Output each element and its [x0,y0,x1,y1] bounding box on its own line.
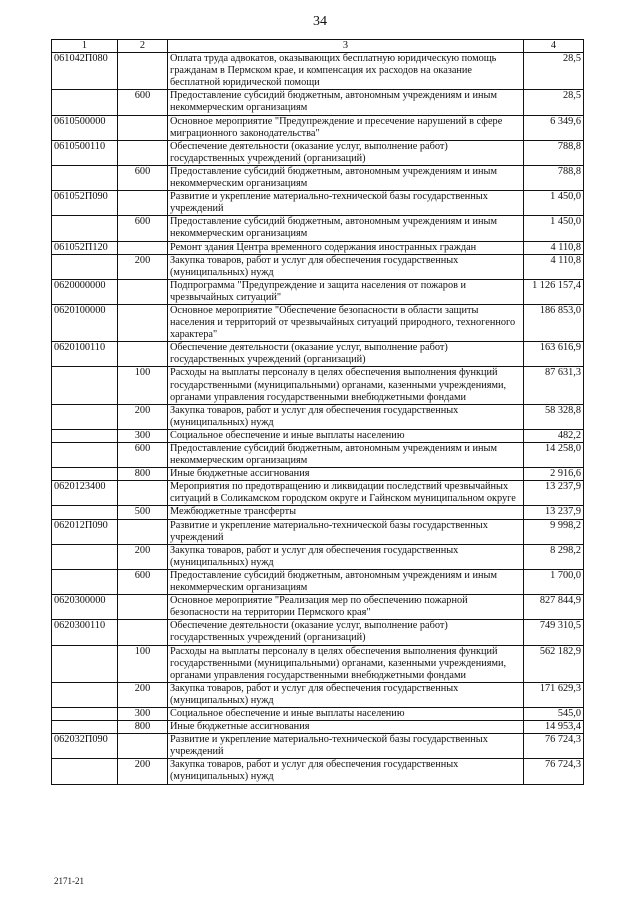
table-row [52,759,584,784]
description-cell: Иные бюджетные ассигнования [168,468,524,481]
expense-type-cell: 500 [118,506,168,519]
code-cell [52,216,118,241]
expense-type-cell: 100 [118,367,168,404]
table-row [52,468,584,481]
amount-cell: 1 700,0 [524,569,584,594]
table-row [52,115,584,140]
expense-type-cell: 200 [118,544,168,569]
description-cell: Расходы на выплаты персоналу в целях обеспечения выполнения функций государственными (муниципальными) органами, казенными учреждениями, органами управления государственными внебюджетными фондами [168,367,524,404]
table-row [52,404,584,429]
expense-type-cell [118,342,168,367]
code-cell [52,468,118,481]
header-col-description: 3 [168,40,524,53]
table-row [52,734,584,759]
table-row [52,367,584,404]
description-cell: Закупка товаров, работ и услуг для обеспечения государственных (муниципальных) нужд [168,254,524,279]
expense-type-cell: 200 [118,682,168,707]
description-cell: Предоставление субсидий бюджетным, автономным учреждениям и иным некоммерческим организациям [168,90,524,115]
expense-type-cell: 300 [118,429,168,442]
expense-type-cell [118,115,168,140]
expense-type-cell: 600 [118,165,168,190]
table-row [52,569,584,594]
expense-type-cell: 200 [118,404,168,429]
expense-type-cell [118,595,168,620]
description-cell: Оплата труда адвокатов, оказывающих бесплатную юридическую помощь гражданам в Пермском крае, и компенсация их расходов на оказание бесплатной юридической помощи [168,53,524,90]
amount-cell: 28,5 [524,53,584,90]
amount-cell: 9 998,2 [524,519,584,544]
description-cell: Предоставление субсидий бюджетным, автономным учреждениям и иным некоммерческим организациям [168,569,524,594]
expense-type-cell: 100 [118,645,168,682]
expense-type-cell: 200 [118,759,168,784]
code-cell [52,165,118,190]
code-cell: 0620100000 [52,304,118,341]
code-cell [52,682,118,707]
expense-type-cell [118,734,168,759]
description-cell: Мероприятия по предотвращению и ликвидации последствий чрезвычайных ситуаций в Соликамском городском округе и Гайнском муниципальном округе [168,481,524,506]
expense-type-cell [118,620,168,645]
expense-type-cell: 600 [118,443,168,468]
header-col-expense-type: 2 [118,40,168,53]
table-row [52,279,584,304]
amount-cell: 1 450,0 [524,191,584,216]
expense-type-cell [118,481,168,506]
expense-type-cell [118,140,168,165]
table-row [52,620,584,645]
table-row [52,140,584,165]
description-cell: Предоставление субсидий бюджетным, автономным учреждениям и иным некоммерческим организациям [168,165,524,190]
amount-cell: 788,8 [524,165,584,190]
description-cell: Обеспечение деятельности (оказание услуг, выполнение работ) государственных учреждений (организаций) [168,342,524,367]
table-row [52,595,584,620]
table-row [52,443,584,468]
code-cell: 0620300000 [52,595,118,620]
header-col-code: 1 [52,40,118,53]
amount-cell: 562 182,9 [524,645,584,682]
amount-cell: 4 110,8 [524,254,584,279]
amount-cell: 788,8 [524,140,584,165]
expense-type-cell [118,279,168,304]
code-cell [52,759,118,784]
table-row [52,544,584,569]
amount-cell: 13 237,9 [524,481,584,506]
amount-cell: 827 844,9 [524,595,584,620]
description-cell: Иные бюджетные ассигнования [168,721,524,734]
description-cell: Развитие и укрепление материально-технической базы государственных учреждений [168,191,524,216]
code-cell: 062032П090 [52,734,118,759]
amount-cell: 13 237,9 [524,506,584,519]
amount-cell: 171 629,3 [524,682,584,707]
description-cell: Основное мероприятие "Реализация мер по обеспечению пожарной безопасности на территории Пермского края" [168,595,524,620]
code-cell: 061042П080 [52,53,118,90]
code-cell [52,544,118,569]
amount-cell: 28,5 [524,90,584,115]
header-row [52,40,584,53]
code-cell [52,506,118,519]
page-number: 34 [313,14,327,29]
table-row [52,191,584,216]
amount-cell: 749 310,5 [524,620,584,645]
code-cell [52,404,118,429]
code-cell [52,569,118,594]
amount-cell: 2 916,6 [524,468,584,481]
code-cell: 0610500000 [52,115,118,140]
description-cell: Обеспечение деятельности (оказание услуг, выполнение работ) государственных учреждений (организаций) [168,620,524,645]
code-cell: 0620100110 [52,342,118,367]
description-cell: Межбюджетные трансферты [168,506,524,519]
expense-type-cell: 200 [118,254,168,279]
table-row [52,519,584,544]
table-row [52,645,584,682]
expense-type-cell [118,53,168,90]
expense-type-cell: 600 [118,90,168,115]
code-cell [52,443,118,468]
amount-cell: 163 616,9 [524,342,584,367]
table-row [52,506,584,519]
table-row [52,342,584,367]
table-row [52,721,584,734]
code-cell: 061052П120 [52,241,118,254]
code-cell [52,721,118,734]
code-cell [52,254,118,279]
table-row [52,216,584,241]
amount-cell: 186 853,0 [524,304,584,341]
table-row [52,481,584,506]
code-cell [52,645,118,682]
table-row [52,682,584,707]
expense-type-cell: 800 [118,721,168,734]
code-cell: 0620123400 [52,481,118,506]
amount-cell: 14 953,4 [524,721,584,734]
amount-cell: 8 298,2 [524,544,584,569]
amount-cell: 1 126 157,4 [524,279,584,304]
table-header [52,40,584,53]
amount-cell: 4 110,8 [524,241,584,254]
code-cell [52,429,118,442]
amount-cell: 58 328,8 [524,404,584,429]
table-row [52,165,584,190]
expense-type-cell [118,191,168,216]
code-cell [52,90,118,115]
description-cell: Закупка товаров, работ и услуг для обеспечения государственных (муниципальных) нужд [168,544,524,569]
code-cell [52,707,118,720]
expense-type-cell: 600 [118,569,168,594]
expense-type-cell: 800 [118,468,168,481]
header-col-amount: 4 [524,40,584,53]
expense-type-cell [118,241,168,254]
expense-type-cell: 600 [118,216,168,241]
table-row [52,90,584,115]
description-cell: Расходы на выплаты персоналу в целях обеспечения выполнения функций государственными (муниципальными) органами, казенными учреждениями, органами управления государственными внебюджетными фондами [168,645,524,682]
amount-cell: 6 349,6 [524,115,584,140]
description-cell: Ремонт здания Центра временного содержания иностранных граждан [168,241,524,254]
amount-cell: 76 724,3 [524,734,584,759]
description-cell: Развитие и укрепление материально-технической базы государственных учреждений [168,734,524,759]
table-row [52,241,584,254]
table-row [52,707,584,720]
amount-cell: 482,2 [524,429,584,442]
amount-cell: 14 258,0 [524,443,584,468]
expense-type-cell [118,519,168,544]
description-cell: Закупка товаров, работ и услуг для обеспечения государственных (муниципальных) нужд [168,759,524,784]
amount-cell: 87 631,3 [524,367,584,404]
description-cell: Предоставление субсидий бюджетным, автономным учреждениям и иным некоммерческим организациям [168,216,524,241]
description-cell: Закупка товаров, работ и услуг для обеспечения государственных (муниципальных) нужд [168,682,524,707]
code-cell: 0620300110 [52,620,118,645]
description-cell: Предоставление субсидий бюджетным, автономным учреждениям и иным некоммерческим организациям [168,443,524,468]
expense-type-cell: 300 [118,707,168,720]
description-cell: Основное мероприятие "Обеспечение безопасности в области защиты населения и территорий от чрезвычайных ситуаций природного, техногенного характера" [168,304,524,341]
code-cell [52,367,118,404]
amount-cell: 1 450,0 [524,216,584,241]
amount-cell: 76 724,3 [524,759,584,784]
budget-table [51,39,584,785]
description-cell: Основное мероприятие "Предупреждение и пресечение нарушений в сфере миграционного законодательства" [168,115,524,140]
code-cell: 0610500110 [52,140,118,165]
code-cell: 061052П090 [52,191,118,216]
description-cell: Социальное обеспечение и иные выплаты населению [168,707,524,720]
description-cell: Развитие и укрепление материально-технической базы государственных учреждений [168,519,524,544]
table-row [52,429,584,442]
table-row [52,254,584,279]
table-row [52,304,584,341]
description-cell: Обеспечение деятельности (оказание услуг, выполнение работ) государственных учреждений (организаций) [168,140,524,165]
code-cell: 062012П090 [52,519,118,544]
table-row [52,53,584,90]
description-cell: Подпрограмма "Предупреждение и защита населения от пожаров и чрезвычайных ситуаций" [168,279,524,304]
code-cell: 0620000000 [52,279,118,304]
amount-cell: 545,0 [524,707,584,720]
description-cell: Закупка товаров, работ и услуг для обеспечения государственных (муниципальных) нужд [168,404,524,429]
description-cell: Социальное обеспечение и иные выплаты населению [168,429,524,442]
expense-type-cell [118,304,168,341]
footer-document-code: 2171-21 [54,876,84,886]
table-body [52,53,584,784]
